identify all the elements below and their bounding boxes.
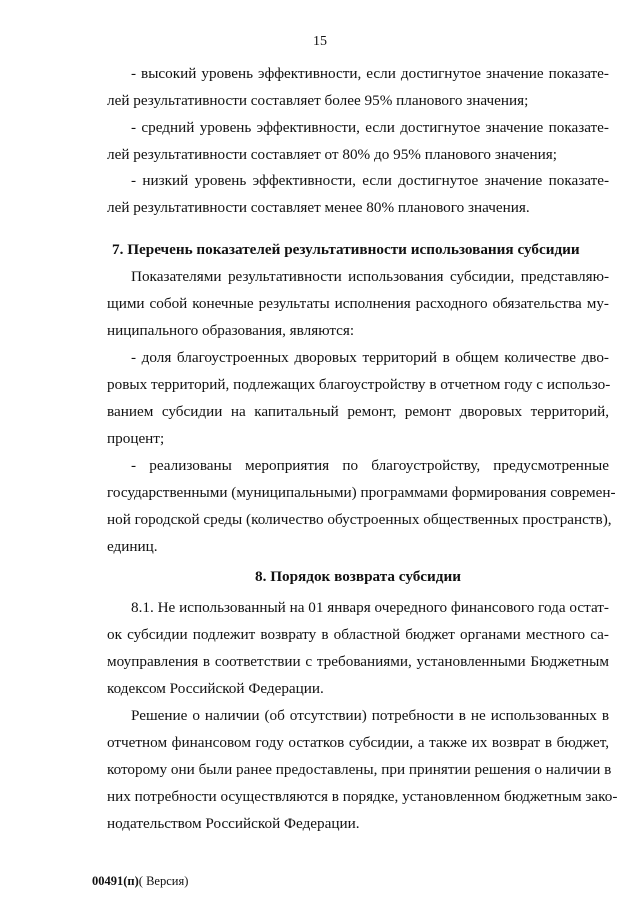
text-line: - высокий уровень эффективности, если достигнутое значение показате-	[131, 65, 609, 82]
page-number: 15	[313, 34, 327, 49]
footer-version: ( Версия)	[138, 874, 189, 888]
text-line: государственными (муниципальными) программами формирования современ-	[107, 484, 616, 501]
text-line: кодексом Российской Федерации.	[107, 680, 324, 697]
text-line: отчетном финансовом году остатков субсидии, а также их возврат в бюджет,	[107, 734, 609, 751]
text-line: ниципального образования, являются:	[107, 322, 355, 339]
text-line: ванием субсидии на капитальный ремонт, ремонт дворовых территорий,	[107, 403, 609, 420]
text-line: Показателями результативности использования субсидии, представляю-	[131, 268, 609, 285]
text-line: единиц.	[107, 538, 158, 555]
text-line: Решение о наличии (об отсутствии) потребности в не использованных в	[131, 707, 609, 724]
text-line: нодательством Российской Федерации.	[107, 815, 360, 832]
text-line: них потребности осуществляются в порядке, установленном бюджетным зако-	[107, 788, 618, 805]
text-line: - реализованы мероприятия по благоустройству, предусмотренные	[131, 457, 609, 474]
text-line: процент;	[107, 430, 165, 447]
text-line: моуправления в соответствии с требованиями, установленными Бюджетным	[107, 653, 609, 670]
text-line: - средний уровень эффективности, если достигнутое значение показате-	[131, 119, 609, 136]
text-line: - низкий уровень эффективности, если достигнутое значение показате-	[131, 172, 609, 189]
text-line: ной городской среды (количество обустроенных общественных пространств),	[107, 511, 612, 528]
section-heading: 8. Порядок возврата субсидии	[255, 568, 461, 585]
text-line: лей результативности составляет менее 80% планового значения.	[107, 199, 530, 216]
document-footer	[92, 874, 188, 889]
text-line: лей результативности составляет более 95% планового значения;	[107, 92, 529, 109]
text-line: 8.1. Не использованный на 01 января очередного финансового года остат-	[131, 599, 609, 616]
text-line: которому они были ранее предоставлены, при принятии решения о наличии в	[107, 761, 612, 778]
section-heading: 7. Перечень показателей результативности использования субсидии	[112, 241, 580, 258]
text-line: - доля благоустроенных дворовых территорий в общем количестве дво-	[131, 349, 609, 366]
footer-code: 00491(п)	[92, 874, 139, 888]
text-line: ровых территорий, подлежащих благоустройству в отчетном году с использо-	[107, 376, 611, 393]
text-line: щими собой конечные результаты исполнения расходного обязательства му-	[107, 295, 609, 312]
text-line: ок субсидии подлежит возврату в областной бюджет органами местного са-	[107, 626, 609, 643]
text-line: лей результативности составляет от 80% до 95% планового значения;	[107, 146, 557, 163]
